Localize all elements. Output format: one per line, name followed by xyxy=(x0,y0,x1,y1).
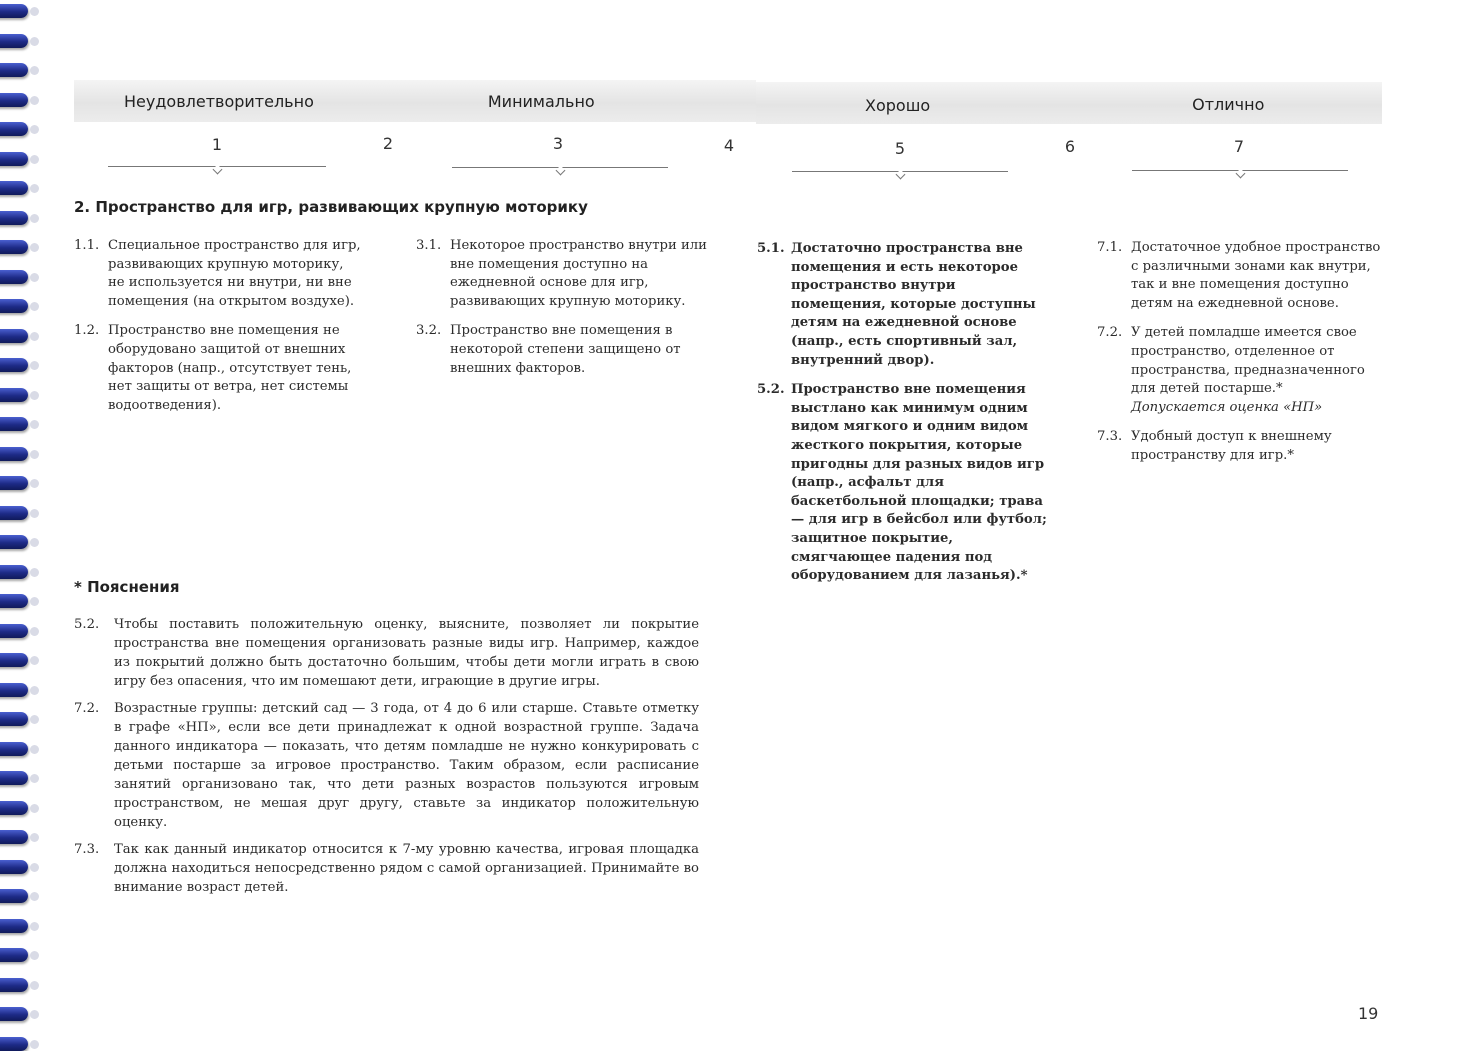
spiral-coil xyxy=(0,889,28,903)
indicator-number: 1.2. xyxy=(74,323,100,339)
binding-hole xyxy=(30,125,39,134)
binding-hole xyxy=(30,568,39,577)
scale-underline-3 xyxy=(452,167,668,168)
note-number: 7.2. xyxy=(74,701,100,716)
binding-hole xyxy=(30,7,39,16)
spiral-coil xyxy=(0,624,28,638)
indicator-text: Некоторое пространство внутри или вне помещения доступно на ежедневной основе для игр, развивающих крупную моторику. xyxy=(450,238,707,309)
binding-hole xyxy=(30,184,39,193)
indicator-3-2 xyxy=(416,322,708,378)
spiral-coil xyxy=(0,919,28,933)
note-7-2 xyxy=(74,699,699,832)
scale-underline-5 xyxy=(792,171,1008,172)
indicator-number: 7.2. xyxy=(1097,325,1123,341)
spiral-coil xyxy=(0,152,28,166)
scale-2: 2 xyxy=(382,134,394,153)
binding-hole xyxy=(30,479,39,488)
column-level-3 xyxy=(416,237,708,389)
indicator-number: 7.3. xyxy=(1097,429,1123,445)
indicator-text: Пространство вне помещения выстлано как минимум одним видом мягкого и одним видом жесткого покрытия, которые пригодны для разных видов игр (напр., асфальт для баскетбольной площадки; трава — для игр в бейсбол или футбол; защитное покрытие, смягчающее падения под оборудованием для лазанья).* xyxy=(791,382,1047,584)
spiral-coil xyxy=(0,1007,28,1021)
binding-hole xyxy=(30,892,39,901)
spiral-coil xyxy=(0,122,28,136)
spiral-coil xyxy=(0,388,28,402)
spiral-coil xyxy=(0,742,28,756)
scale-underline-1 xyxy=(108,166,326,167)
note-number: 5.2. xyxy=(74,617,100,632)
spiral-coil xyxy=(0,771,28,785)
indicator-number: 3.1. xyxy=(416,238,442,253)
binding-hole xyxy=(30,37,39,46)
level-unsatisfactory: Неудовлетворительно xyxy=(124,91,314,111)
spiral-coil xyxy=(0,476,28,490)
indicator-7-2 xyxy=(1097,324,1387,417)
spiral-coil xyxy=(0,240,28,254)
spiral-binding xyxy=(0,0,40,1045)
spiral-coil xyxy=(0,93,28,107)
indicator-number: 7.1. xyxy=(1097,240,1123,255)
indicator-5-1 xyxy=(757,240,1047,370)
note-text: Чтобы поставить положительную оценку, выясните, позволяет ли покрытие пространства вне помещения организовать разные виды игр. Например, каждое из покрытий должно быть достаточно большим, чтобы дети могли играть в свою игру без опасения, что им помешают дети, играющие в другие игры. xyxy=(114,617,699,689)
scale-1: 1 xyxy=(211,135,223,154)
binding-hole xyxy=(30,391,39,400)
binding-hole xyxy=(30,538,39,547)
binding-hole xyxy=(30,863,39,872)
binding-hole xyxy=(30,509,39,518)
binding-hole xyxy=(30,686,39,695)
rating-band-left xyxy=(74,80,756,122)
spiral-coil xyxy=(0,683,28,697)
spiral-coil xyxy=(0,447,28,461)
indicator-text: Достаточно пространства вне помещения и есть некоторое пространство внутри помещения, которые доступны детям на ежедневной основе (напр., есть спортивный зал, внутренний двор). xyxy=(791,241,1036,368)
scale-6: 6 xyxy=(1064,137,1076,156)
spiral-coil xyxy=(0,181,28,195)
binding-hole xyxy=(30,273,39,282)
indicator-7-3 xyxy=(1097,428,1387,465)
spiral-coil xyxy=(0,860,28,874)
spiral-coil xyxy=(0,830,28,844)
binding-hole xyxy=(30,715,39,724)
note-text: Так как данный индикатор относится к 7-му уровню качества, игровая площадка должна находиться непосредственно рядом с самой организацией. Принимайте во внимание возраст детей. xyxy=(114,842,699,895)
scale-3: 3 xyxy=(552,134,564,153)
binding-hole xyxy=(30,774,39,783)
column-level-1 xyxy=(74,237,364,426)
column-level-7 xyxy=(1097,239,1387,477)
note-number: 7.3. xyxy=(74,842,100,857)
indicator-text: Достаточное удобное пространство с различными зонами как внутри, так и вне помещения доступно детям на ежедневной основе. xyxy=(1131,240,1381,311)
binding-hole xyxy=(30,627,39,636)
indicator-text: Пространство вне помещения не оборудовано защитой от внешних факторов (напр., отсутствует тень, нет защиты от ветра, нет системы водоотведения). xyxy=(108,323,352,413)
spiral-coil xyxy=(0,712,28,726)
notes-title: * Пояснения xyxy=(74,578,180,596)
binding-hole xyxy=(30,745,39,754)
note-7-3 xyxy=(74,840,699,897)
level-minimal: Минимально xyxy=(487,91,595,111)
binding-hole xyxy=(30,420,39,429)
indicator-body xyxy=(1131,324,1387,417)
binding-hole xyxy=(30,214,39,223)
spiral-coil xyxy=(0,565,28,579)
spiral-coil xyxy=(0,358,28,372)
page-number: 19 xyxy=(1358,1004,1379,1023)
binding-hole xyxy=(30,981,39,990)
spiral-coil xyxy=(0,417,28,431)
binding-hole xyxy=(30,597,39,606)
spiral-coil xyxy=(0,63,28,77)
scale-7: 7 xyxy=(1233,137,1245,156)
binding-hole xyxy=(30,155,39,164)
spiral-coil xyxy=(0,978,28,992)
spiral-coil xyxy=(0,594,28,608)
scale-5: 5 xyxy=(894,139,906,158)
spiral-coil xyxy=(0,535,28,549)
spiral-coil xyxy=(0,506,28,520)
spiral-coil xyxy=(0,34,28,48)
note-5-2 xyxy=(74,615,699,691)
binding-hole xyxy=(30,96,39,105)
binding-hole xyxy=(30,922,39,931)
binding-hole xyxy=(30,361,39,370)
binding-hole xyxy=(30,450,39,459)
spiral-coil xyxy=(0,4,28,18)
indicator-text: Специальное пространство для игр, развивающих крупную моторику, не используется ни внутри, ни вне помещения (на открытом воздухе). xyxy=(108,238,361,309)
spiral-coil xyxy=(0,211,28,225)
scale-4: 4 xyxy=(723,136,735,155)
note-text: Возрастные группы: детский сад — 3 года, от 4 до 6 или старше. Ставьте отметку в графе «НП», если все дети принадлежат к одной возрастной группе. Задача данного индикатора — показать, что детям помладше не нужно конкурировать с детьми постарше за игровое пространство. Таким образом, если расписание занятий организовано так, что дети разных возрастов пользуются игровым пространством, не мешая друг другу, ставьте за индикатор положительную оценку. xyxy=(114,701,699,830)
indicator-number: 5.2. xyxy=(757,382,785,398)
scale-underline-7 xyxy=(1132,170,1348,171)
indicator-7-1 xyxy=(1097,239,1387,313)
indicator-3-1 xyxy=(416,237,708,311)
binding-hole xyxy=(30,332,39,341)
spiral-coil xyxy=(0,948,28,962)
rating-band-right xyxy=(756,82,1382,124)
binding-hole xyxy=(30,1040,39,1049)
indicator-text: У детей помладше имеется свое пространство, отделенное от пространства, предназначенного для детей постарше.* xyxy=(1131,325,1365,397)
binding-hole xyxy=(30,656,39,665)
section-title: 2. Пространство для игр, развивающих крупную моторику xyxy=(74,198,588,216)
spiral-coil xyxy=(0,801,28,815)
binding-hole xyxy=(30,951,39,960)
spiral-coil xyxy=(0,329,28,343)
spiral-coil xyxy=(0,1037,28,1051)
indicator-number: 3.2. xyxy=(416,323,442,339)
indicator-5-2 xyxy=(757,381,1047,586)
indicator-1-2 xyxy=(74,322,364,415)
indicator-text: Удобный доступ к внешнему пространству для игр.* xyxy=(1131,429,1332,463)
binding-hole xyxy=(30,302,39,311)
indicator-1-1 xyxy=(74,237,364,311)
indicator-number: 1.1. xyxy=(74,238,100,253)
notes-list xyxy=(74,615,699,905)
spiral-coil xyxy=(0,653,28,667)
spiral-coil xyxy=(0,270,28,284)
indicator-text: Пространство вне помещения в некоторой степени защищено от внешних факторов. xyxy=(450,323,681,376)
spiral-coil xyxy=(0,299,28,313)
binding-hole xyxy=(30,66,39,75)
binding-hole xyxy=(30,833,39,842)
column-level-5 xyxy=(757,240,1047,597)
binding-hole xyxy=(30,804,39,813)
binding-hole xyxy=(30,243,39,252)
na-allowed-note: Допускается оценка «НП» xyxy=(1131,399,1323,415)
level-good: Хорошо xyxy=(865,95,931,115)
level-excellent: Отлично xyxy=(1192,94,1265,114)
binding-hole xyxy=(30,1010,39,1019)
indicator-number: 5.1. xyxy=(757,241,785,256)
